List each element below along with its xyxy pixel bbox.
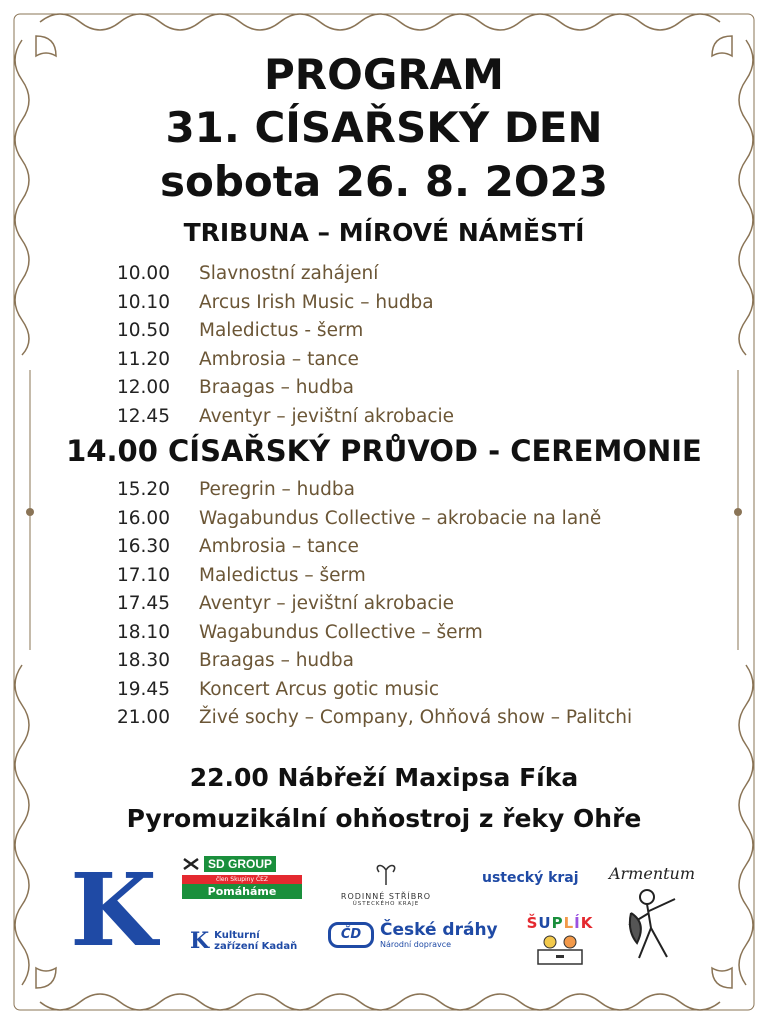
cd-name: České dráhy (380, 920, 498, 940)
kz-line1: Kulturní (214, 929, 260, 941)
sd-group-member-text: člen Skupiny ČEZ (182, 875, 302, 884)
schedule-time: 18.30 (117, 650, 170, 671)
schedule-row (117, 562, 632, 591)
ceremony-heading: 14.00 CÍSAŘSKÝ PRŮVOD - CEREMONIE (66, 434, 702, 468)
sd-group-name: SD GROUP (204, 856, 276, 872)
schedule-time: 15.20 (117, 479, 170, 500)
schedule-act: Wagabundus Collective – šerm (199, 621, 483, 643)
schedule-time: 12.00 (117, 377, 170, 398)
knight-figure-icon (617, 883, 687, 963)
kadan-k-logo: K (70, 851, 157, 969)
kz-line2: zařízení Kadaň (214, 941, 298, 952)
schedule-act: Braagas – hudba (199, 650, 354, 671)
sd-group-logo (182, 856, 302, 899)
schedule-time: 18.10 (117, 621, 170, 643)
afternoon-schedule (117, 476, 632, 733)
kids-drawer-icon (530, 932, 590, 968)
schedule-row (117, 647, 632, 676)
schedule-act: Aventyr – jevištní akrobacie (199, 593, 455, 614)
ustecky-kraj-logo: ustecký kraj (482, 870, 579, 886)
suplik-letters (527, 914, 594, 932)
heart-figure-icon (371, 860, 401, 886)
schedule-row (117, 403, 454, 432)
venue-heading: TRIBUNA – MÍROVÉ NÁMĚSTÍ (183, 218, 585, 247)
schedule-act: Braagas – hudba (199, 377, 354, 398)
schedule-time: 19.45 (117, 678, 170, 700)
ceske-drahy-logo (328, 920, 498, 949)
schedule-time: 10.50 (117, 320, 170, 341)
kz-k-letter: K (190, 928, 210, 954)
schedule-act: Wagabundus Collective – akrobacie na laně (199, 507, 602, 529)
schedule-act: Koncert Arcus gotic music (199, 678, 440, 700)
schedule-act: Živé sochy – Company, Ohňová show – Palitchi (199, 707, 633, 728)
cd-sub: Národní dopravce (380, 940, 452, 949)
schedule-row (117, 676, 632, 705)
fireworks-description: Pyromuzikální ohňostroj z řeky Ohře (126, 804, 642, 833)
sd-group-header (182, 856, 302, 872)
schedule-act: Aventyr – jevištní akrobacie (199, 405, 455, 427)
sd-group-slogan: Pomáháme (182, 884, 302, 899)
schedule-act: Ambrosia – tance (199, 348, 359, 370)
schedule-row (117, 619, 632, 648)
schedule-row (117, 317, 454, 346)
suplik-name (524, 914, 596, 932)
schedule-time: 10.00 (117, 263, 170, 284)
schedule-row (117, 704, 632, 733)
schedule-act: Maledictus – šerm (199, 564, 366, 586)
cd-badge-icon: ČD (328, 922, 374, 948)
armentum-logo (596, 864, 708, 967)
suplik-letter: Í (574, 914, 581, 932)
schedule-time: 16.00 (117, 507, 170, 529)
schedule-row (117, 533, 632, 562)
suplik-letter: K (580, 914, 594, 932)
schedule-act: Maledictus - šerm (199, 320, 364, 341)
rodinne-stribro-logo (330, 860, 442, 907)
schedule-time: 10.10 (117, 291, 170, 313)
schedule-act: Ambrosia – tance (199, 536, 359, 557)
schedule-row (117, 260, 454, 289)
schedule-act: Arcus Irish Music – hudba (199, 291, 434, 313)
schedule-row (117, 289, 454, 318)
event-date: sobota 26. 8. 2O23 (159, 157, 608, 206)
suplik-letter: L (563, 914, 575, 932)
suplik-letter: P (551, 914, 564, 932)
schedule-row (117, 505, 632, 534)
schedule-row (117, 374, 454, 403)
event-title: 31. CÍSAŘSKÝ DEN (165, 103, 603, 152)
cd-text (380, 920, 498, 949)
schedule-time: 11.20 (117, 348, 170, 370)
program-title: PROGRAM (264, 50, 504, 99)
schedule-row (117, 590, 632, 619)
morning-schedule (117, 260, 454, 431)
rodinne-stribro-sub: ÚSTECKÉHO KRAJE (352, 901, 420, 907)
schedule-row (117, 346, 454, 375)
schedule-time: 17.45 (117, 593, 170, 614)
kz-text (214, 930, 297, 953)
rodinne-stribro-name: RODINNÉ STŘÍBRO (340, 892, 432, 901)
suplik-letter: U (538, 914, 552, 932)
suplik-letter: Š (526, 914, 539, 932)
armentum-name: Armentum (608, 864, 696, 883)
fireworks-time-place: 22.00 Nábřeží Maxipsa Fíka (189, 763, 579, 792)
schedule-act: Peregrin – hudba (199, 479, 355, 500)
kulturni-zarizeni-kadan-logo (190, 928, 297, 954)
schedule-time: 16.30 (117, 536, 170, 557)
schedule-act: Slavnostní zahájení (199, 263, 379, 284)
schedule-time: 21.00 (117, 707, 170, 728)
schedule-time: 12.45 (117, 405, 170, 427)
schedule-row (117, 476, 632, 505)
schedule-time: 17.10 (117, 564, 170, 586)
suplik-logo (524, 914, 596, 972)
hammers-icon (182, 857, 200, 871)
